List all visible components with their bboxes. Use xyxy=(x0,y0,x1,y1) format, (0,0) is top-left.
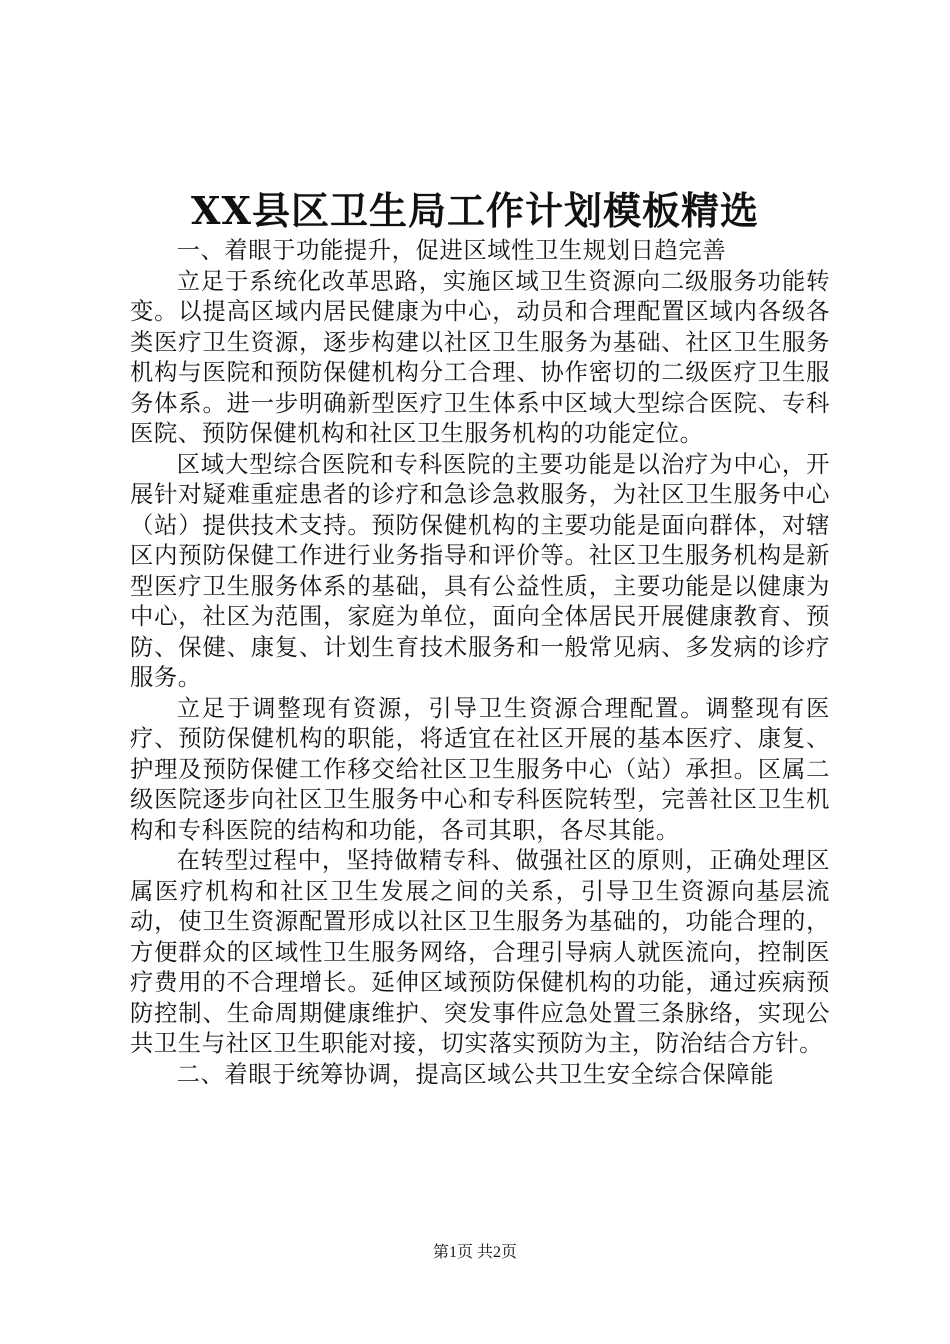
body-paragraph: 立足于系统化改革思路，实施区域卫生资源向二级服务功能转变。以提高区域内居民健康为中心，动员和合理配置区域内各级各类医疗卫生资源，逐步构建以社区卫生服务为基础、社区卫生服务机构与医院和预防保健机构分工合理、协作密切的二级医疗卫生服务体系。进一步明确新型医疗卫生体系中区域大型综合医院、专科医院、预防保健机构和社区卫生服务机构的功能定位。 xyxy=(130,267,830,447)
body-paragraph: 立足于调整现有资源，引导卫生资源合理配置。调整现有医疗、预防保健机构的职能，将适宜在社区开展的基本医疗、康复、护理及预防保健工作移交给社区卫生服务中心（站）承担。区属二级医院逐步向社区卫生服务中心和专科医院转型，完善社区卫生机构和专科医院的结构和功能，各司其职，各尽其能。 xyxy=(130,694,830,844)
body-paragraph: 在转型过程中，坚持做精专科、做强社区的原则，正确处理区属医疗机构和社区卫生发展之间的关系，引导卫生资源向基层流动，使卫生资源配置形成以社区卫生服务为基础的，功能合理的，方便群众的区域性卫生服务网络，合理引导病人就医流向，控制医疗费用的不合理增长。延伸区域预防保健机构的功能，通过疾病预防控制、生命周期健康维护、突发事件应急处置三条脉络，实现公共卫生与社区卫生职能对接，切实落实预防为主，防治结合方针。 xyxy=(130,847,830,1057)
page-footer: 第1页 共2页 xyxy=(432,1244,517,1261)
section-heading-1: 一、着眼于功能提升，促进区域性卫生规划日趋完善 xyxy=(176,237,727,264)
document-title: XX县区卫生局工作计划模板精选 xyxy=(191,188,759,233)
body-paragraph: 区域大型综合医院和专科医院的主要功能是以治疗为中心，开展针对疑难重症患者的诊疗和急诊急救服务，为社区卫生服务中心（站）提供技术支持。预防保健机构的主要功能是面向群体，对辖区内预防保健工作进行业务指导和评价等。社区卫生服务机构是新型医疗卫生服务体系的基础，具有公益性质，主要功能是以健康为中心，社区为范围，家庭为单位，面向全体居民开展健康教育、预防、保健、康复、计划生育技术服务和一般常见病、多发病的诊疗服务。 xyxy=(130,450,830,691)
document-body xyxy=(130,236,830,1090)
section-heading-2: 二、着眼于统筹协调，提高区域公共卫生安全综合保障能 xyxy=(176,1060,775,1088)
